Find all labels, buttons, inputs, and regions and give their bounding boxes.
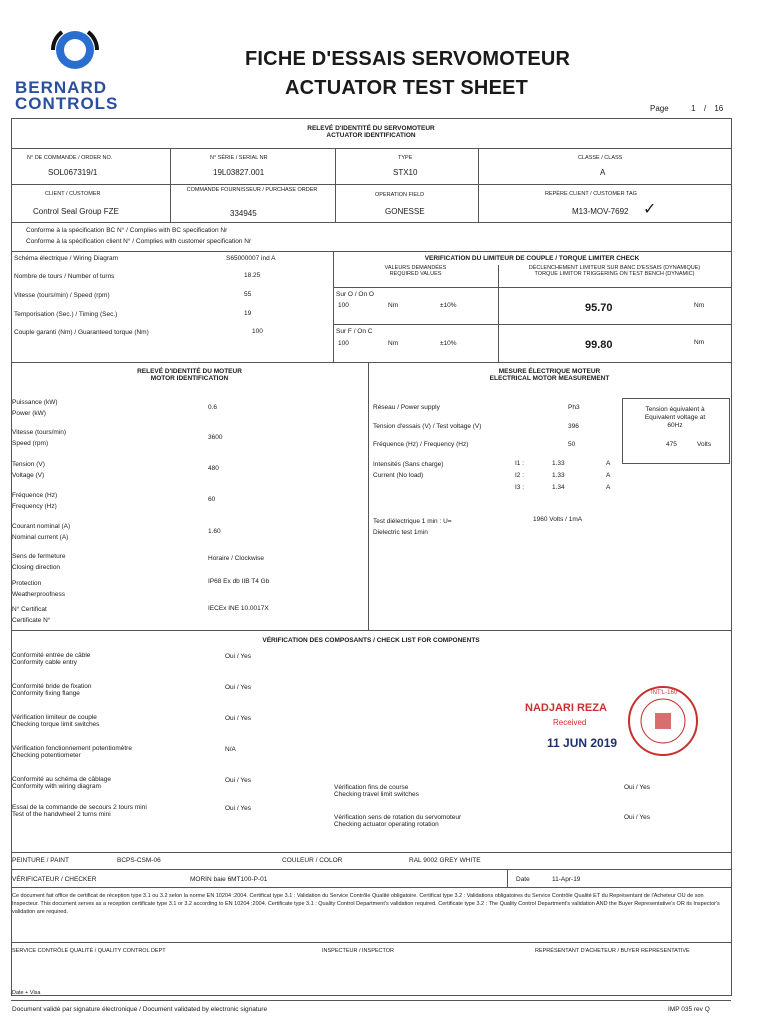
- i1-label: I1 :: [515, 460, 525, 467]
- noload-en: Current (No load): [373, 472, 424, 479]
- motor-speed: [12, 427, 66, 449]
- supply-value: Ph3: [568, 404, 580, 411]
- item-en: Checking potentiometer: [12, 752, 81, 759]
- motor-heading-fr: RELEVÉ D'IDENTITÉ DU MOTEUR: [137, 368, 242, 375]
- closing-fr: Sens de fermeture: [12, 553, 66, 560]
- client-value: Control Seal Group FZE: [33, 207, 119, 216]
- client-label: CLIENT / CUSTOMER: [45, 191, 101, 197]
- motor-power: [12, 397, 58, 419]
- dielectric-label: [373, 516, 452, 538]
- cert-text-fr: Ce document fait office de certificat de réception type 3.1 ou 3.2 selon la norme EN 10204 :2004. Certificat type 3.1 : Validation du Service Contrôle Qualité obligatoire. Certificat type 3.2 : Validations obligatoires du Service Contrôle Qualité ET du Représentant de l'Acheteur OU de son Inspecteur.: [12, 893, 704, 907]
- item-value: Oui / Yes: [225, 777, 252, 784]
- electrical-heading-fr: MESURE ÉLECTRIQUE MOTEUR: [498, 368, 601, 375]
- item-en: Test of the handwheel 2 turns mini: [12, 811, 111, 818]
- supplier-order-label: COMMANDE FOURNISSEUR / PURCHASE ORDER: [186, 187, 318, 193]
- brand-line-1: BERNARD: [15, 78, 107, 97]
- test-voltage-value: 396: [568, 423, 579, 430]
- motor-closing: [12, 551, 65, 573]
- cert-text: [12, 892, 724, 916]
- item-fr: Conformité au schéma de câblage: [12, 776, 112, 783]
- timing-label: Temporisation (Sec.) / Timing (Sec.): [14, 311, 118, 318]
- main-frame: [11, 118, 732, 996]
- open-value: 100: [338, 302, 349, 309]
- freq-en: Frequency (Hz): [12, 503, 57, 510]
- turns-label: Nombre de tours / Number of turns: [14, 273, 115, 280]
- color-label: COULEUR / COLOR: [282, 857, 343, 864]
- checklist-item: [12, 683, 92, 697]
- motor-speed-fr: Vitesse (tours/min): [12, 429, 67, 436]
- trigger-fr: DÉCLENCHEMENT LIMITEUR SUR BANC D'ESSAIS (DYNAMIQUE): [528, 265, 701, 271]
- checker-label: VÉRIFICATEUR / CHECKER: [12, 876, 97, 883]
- tag-value: M13-MOV-7692: [572, 207, 629, 216]
- torque-value: 100: [252, 328, 263, 335]
- checklist-item: [12, 804, 147, 818]
- motor-cert: [12, 604, 50, 626]
- torque-check-heading: VERIFICATION DU LIMITEUR DE COUPLE / TORQUE LIMITER CHECK: [424, 255, 640, 262]
- checklist-item: [334, 784, 419, 798]
- date-label: Date: [516, 876, 530, 883]
- motor-current: [12, 521, 70, 543]
- item-value: Oui / Yes: [225, 684, 252, 691]
- order-label: N° DE COMMANDE / ORDER NO.: [27, 155, 113, 161]
- supplier-order-value: 334945: [230, 209, 257, 218]
- item-en: Checking actuator operating rotation: [334, 821, 439, 828]
- i2-label: I2 :: [515, 472, 525, 479]
- checklist-item: [12, 652, 90, 666]
- checklist-item: [12, 714, 99, 728]
- checklist-item: [12, 776, 111, 790]
- dielectric-fr: Test diélectrique 1 min : U=: [373, 518, 452, 525]
- close-result: 99.80: [585, 339, 613, 351]
- cert-value: IECEx INE 10.0017X: [208, 605, 269, 612]
- supply-label: Réseau / Power supply: [373, 404, 440, 411]
- electronic-signature-note: Document validé par signature électronique / Document validated by electronic signature: [12, 1006, 268, 1013]
- voltage-en: Voltage (V): [12, 472, 45, 479]
- i3-unit: A: [606, 484, 611, 491]
- equiv-line-3: 60Hz: [667, 422, 683, 429]
- item-fr: Vérification sens de rotation du servomoteur: [334, 814, 462, 821]
- voltage-fr: Tension (V): [12, 461, 45, 468]
- protection-en: Weatherproofness: [12, 591, 65, 598]
- motor-protection: [12, 578, 65, 600]
- checker-value: MORIN baie 6MT100-P-01: [190, 876, 268, 883]
- noload-fr: Intensités (Sans charge): [373, 461, 444, 468]
- tag-label: REPÈRE CLIENT / CUSTOMER TAG: [545, 191, 637, 197]
- close-unit: Nm: [388, 340, 399, 347]
- cert-fr: N° Certificat: [12, 606, 47, 613]
- type-value: STX10: [393, 168, 418, 177]
- operation-label: OPERATION FIELD: [375, 192, 425, 198]
- item-fr: Vérification fins de course: [334, 784, 409, 791]
- color-value: RAL 9002 GREY WHITE: [409, 857, 481, 864]
- page-label: Page: [650, 104, 669, 113]
- buyer-label: REPRÉSENTANT D'ACHETEUR / BUYER REPRESENTATIVE: [535, 948, 690, 954]
- protection-value: IP68 Ex db IIB T4 Gb: [208, 578, 270, 585]
- item-value: N/A: [225, 746, 236, 753]
- power-fr: Puissance (kW): [12, 399, 58, 406]
- power-value: 0.6: [208, 404, 218, 411]
- date-value: 11-Apr-19: [552, 876, 581, 883]
- item-en: Checking torque limit switches: [12, 721, 100, 728]
- electrical-heading: [368, 368, 731, 382]
- item-fr: Conformité bride de fixation: [12, 683, 92, 690]
- turns-value: 18.25: [244, 272, 261, 279]
- power-en: Power (kW): [12, 410, 46, 417]
- open-result-unit: Nm: [694, 302, 705, 309]
- noload-label: [373, 459, 443, 481]
- freq-value: 60: [208, 496, 216, 503]
- item-fr: Vérification limiteur de couple: [12, 714, 97, 721]
- type-label: TYPE: [398, 155, 413, 161]
- trigger-en: TORQUE LIMITOR TRIGGERING ON TEST BENCH (DYNAMIC): [534, 271, 695, 277]
- i3-label: I3 :: [515, 484, 525, 491]
- frequency-label: Fréquence (Hz) / Frequency (Hz): [373, 441, 469, 448]
- item-fr: Vérification fonctionnement potentiomètre: [12, 745, 132, 752]
- complies-client: Conforme à la spécification client N° / Complies with customer specification Nr: [26, 238, 252, 245]
- document-ref: IMP 035 rev Q: [668, 1006, 710, 1013]
- checklist-item: [334, 814, 461, 828]
- close-tolerance: ±10%: [440, 340, 457, 347]
- open-result: 95.70: [585, 302, 613, 314]
- brand-line-2: CONTROLS: [15, 94, 119, 113]
- checklist-item: [12, 745, 132, 759]
- inspector-label: INSPECTEUR / INSPECTOR: [322, 948, 395, 954]
- date-visa: Date + Visa: [12, 990, 41, 996]
- serial-label: N° SÉRIE / SERIAL NR: [210, 155, 268, 161]
- item-value: Oui / Yes: [624, 784, 651, 791]
- i3-value: 1.34: [552, 484, 565, 491]
- item-en: Conformity fixing flange: [12, 690, 80, 697]
- serial-value: 19L03827.001: [213, 168, 265, 177]
- check-mark-icon: ✓: [643, 201, 657, 218]
- checklist-heading: VÉRIFICATION DES COMPOSANTS / CHECK LIST FOR COMPONENTS: [262, 637, 480, 644]
- closing-en: Closing direction: [12, 564, 61, 571]
- item-value: Oui / Yes: [225, 653, 252, 660]
- identification-heading: [11, 125, 731, 139]
- close-label: Sur F / On C: [336, 328, 373, 335]
- requested-values: [333, 265, 498, 277]
- received-stamp: [525, 698, 635, 758]
- open-unit: Nm: [388, 302, 399, 309]
- motor-speed-en: Speed (rpm): [12, 440, 49, 447]
- cert-text-en: This document serves as a reception certificate type 3.1 or 3.2 according to EN 10204 :2004. Certificate type 3.1 : Quality Control Department's validation required. Certificate type 3.2 : The Quality Control Department's validation AND the Buyer Representative's OR its Inspector's validation are required.: [12, 901, 720, 915]
- i1-value: 1.33: [552, 460, 565, 467]
- i2-unit: A: [606, 472, 611, 479]
- equivalent-voltage-text: [622, 406, 728, 430]
- equiv-unit: Volts: [697, 441, 712, 448]
- test-voltage-label: Tension d'essais (V) / Test voltage (V): [373, 423, 482, 430]
- requested-fr: VALEURS DEMANDÉES: [384, 265, 447, 271]
- timing-value: 19: [244, 310, 252, 317]
- open-tolerance: ±10%: [440, 302, 457, 309]
- requested-en: REQUIRED VALUES: [389, 271, 442, 277]
- operation-value: GONESSE: [385, 207, 425, 216]
- item-value: Oui / Yes: [225, 715, 252, 722]
- item-en: Checking travel limit switches: [334, 791, 419, 798]
- paint-label: PEINTURE / PAINT: [12, 857, 69, 864]
- identification-heading-en: ACTUATOR IDENTIFICATION: [326, 132, 416, 139]
- equiv-line-2: Equivalent voltage at: [644, 414, 706, 421]
- equiv-value: 475: [666, 441, 677, 448]
- i2-value: 1.33: [552, 472, 565, 479]
- open-label: Sur O / On O: [336, 291, 374, 298]
- freq-fr: Fréquence (Hz): [12, 492, 58, 499]
- voltage-value: 480: [208, 465, 219, 472]
- company-logo: [40, 28, 110, 78]
- current-en: Nominal current (A): [12, 534, 69, 541]
- title-fr: FICHE D'ESSAIS SERVOMOTEUR: [245, 48, 571, 70]
- title-en: ACTUATOR TEST SHEET: [285, 77, 529, 99]
- wiring-value: S65000007 ind A: [226, 255, 276, 262]
- stamp-received: Received: [553, 718, 587, 727]
- item-en: Conformity with wiring diagram: [12, 783, 101, 790]
- order-value: SOL067319/1: [48, 168, 98, 177]
- speed-value: 55: [244, 291, 252, 298]
- equiv-line-1: Tension équivalent à: [645, 406, 705, 413]
- item-en: Conformity cable entry: [12, 659, 78, 666]
- close-result-unit: Nm: [694, 339, 705, 346]
- i1-unit: A: [606, 460, 611, 467]
- stamp-name: NADJARI REZA: [525, 702, 607, 714]
- motor-voltage: [12, 459, 45, 481]
- dielectric-en: Dielectric test 1min: [373, 529, 428, 536]
- page-number: [650, 104, 723, 113]
- trigger-values: [498, 265, 731, 277]
- page-current: 1: [691, 104, 696, 113]
- item-value: Oui / Yes: [624, 814, 651, 821]
- page-total: 16: [714, 104, 724, 113]
- current-value: 1.60: [208, 528, 221, 535]
- close-value: 100: [338, 340, 349, 347]
- item-fr: Conformité entrée de câble: [12, 652, 91, 659]
- class-value: A: [600, 168, 606, 177]
- page-sep: /: [703, 104, 707, 113]
- motor-frequency: [12, 490, 57, 512]
- stamp-date: 11 JUN 2019: [547, 736, 618, 750]
- motor-speed-value: 3600: [208, 434, 223, 441]
- cert-en: Certificate N°: [12, 617, 51, 624]
- complies-bc: Conforme à la spécification BC N° / Complies with BC specification Nr: [26, 227, 228, 234]
- protection-fr: Protection: [12, 580, 42, 587]
- electrical-heading-en: ELECTRICAL MOTOR MEASUREMENT: [489, 375, 610, 382]
- brand-name: [15, 80, 118, 112]
- paint-value: BCPS-CSM-06: [117, 857, 161, 864]
- item-value: Oui / Yes: [225, 805, 252, 812]
- speed-label: Vitesse (tours/min) / Speed (rpm): [14, 292, 110, 299]
- identification-heading-fr: RELEVÉ D'IDENTITÉ DU SERVOMOTEUR: [307, 125, 435, 132]
- torque-label: Couple garanti (Nm) / Guaranteed torque (Nm): [14, 329, 149, 336]
- current-fr: Courant nominal (A): [12, 523, 71, 530]
- class-label: CLASSE / CLASS: [578, 155, 623, 161]
- item-fr: Essai de la commande de secours 2 tours mini: [12, 804, 147, 811]
- motor-heading: [11, 368, 368, 382]
- dielectric-value: 1960 Volts / 1mA: [533, 516, 583, 523]
- wiring-label: Schéma électrique / Wiring Diagram: [14, 255, 119, 262]
- motor-heading-en: MOTOR IDENTIFICATION: [150, 375, 229, 382]
- seal-text: INT'L-160: [651, 690, 678, 696]
- qc-label: SERVICE CONTRÔLE QUALITÉ / QUALITY CONTROL DEPT: [12, 948, 166, 954]
- closing-value: Horaire / Clockwise: [208, 555, 264, 562]
- frequency-value: 50: [568, 441, 576, 448]
